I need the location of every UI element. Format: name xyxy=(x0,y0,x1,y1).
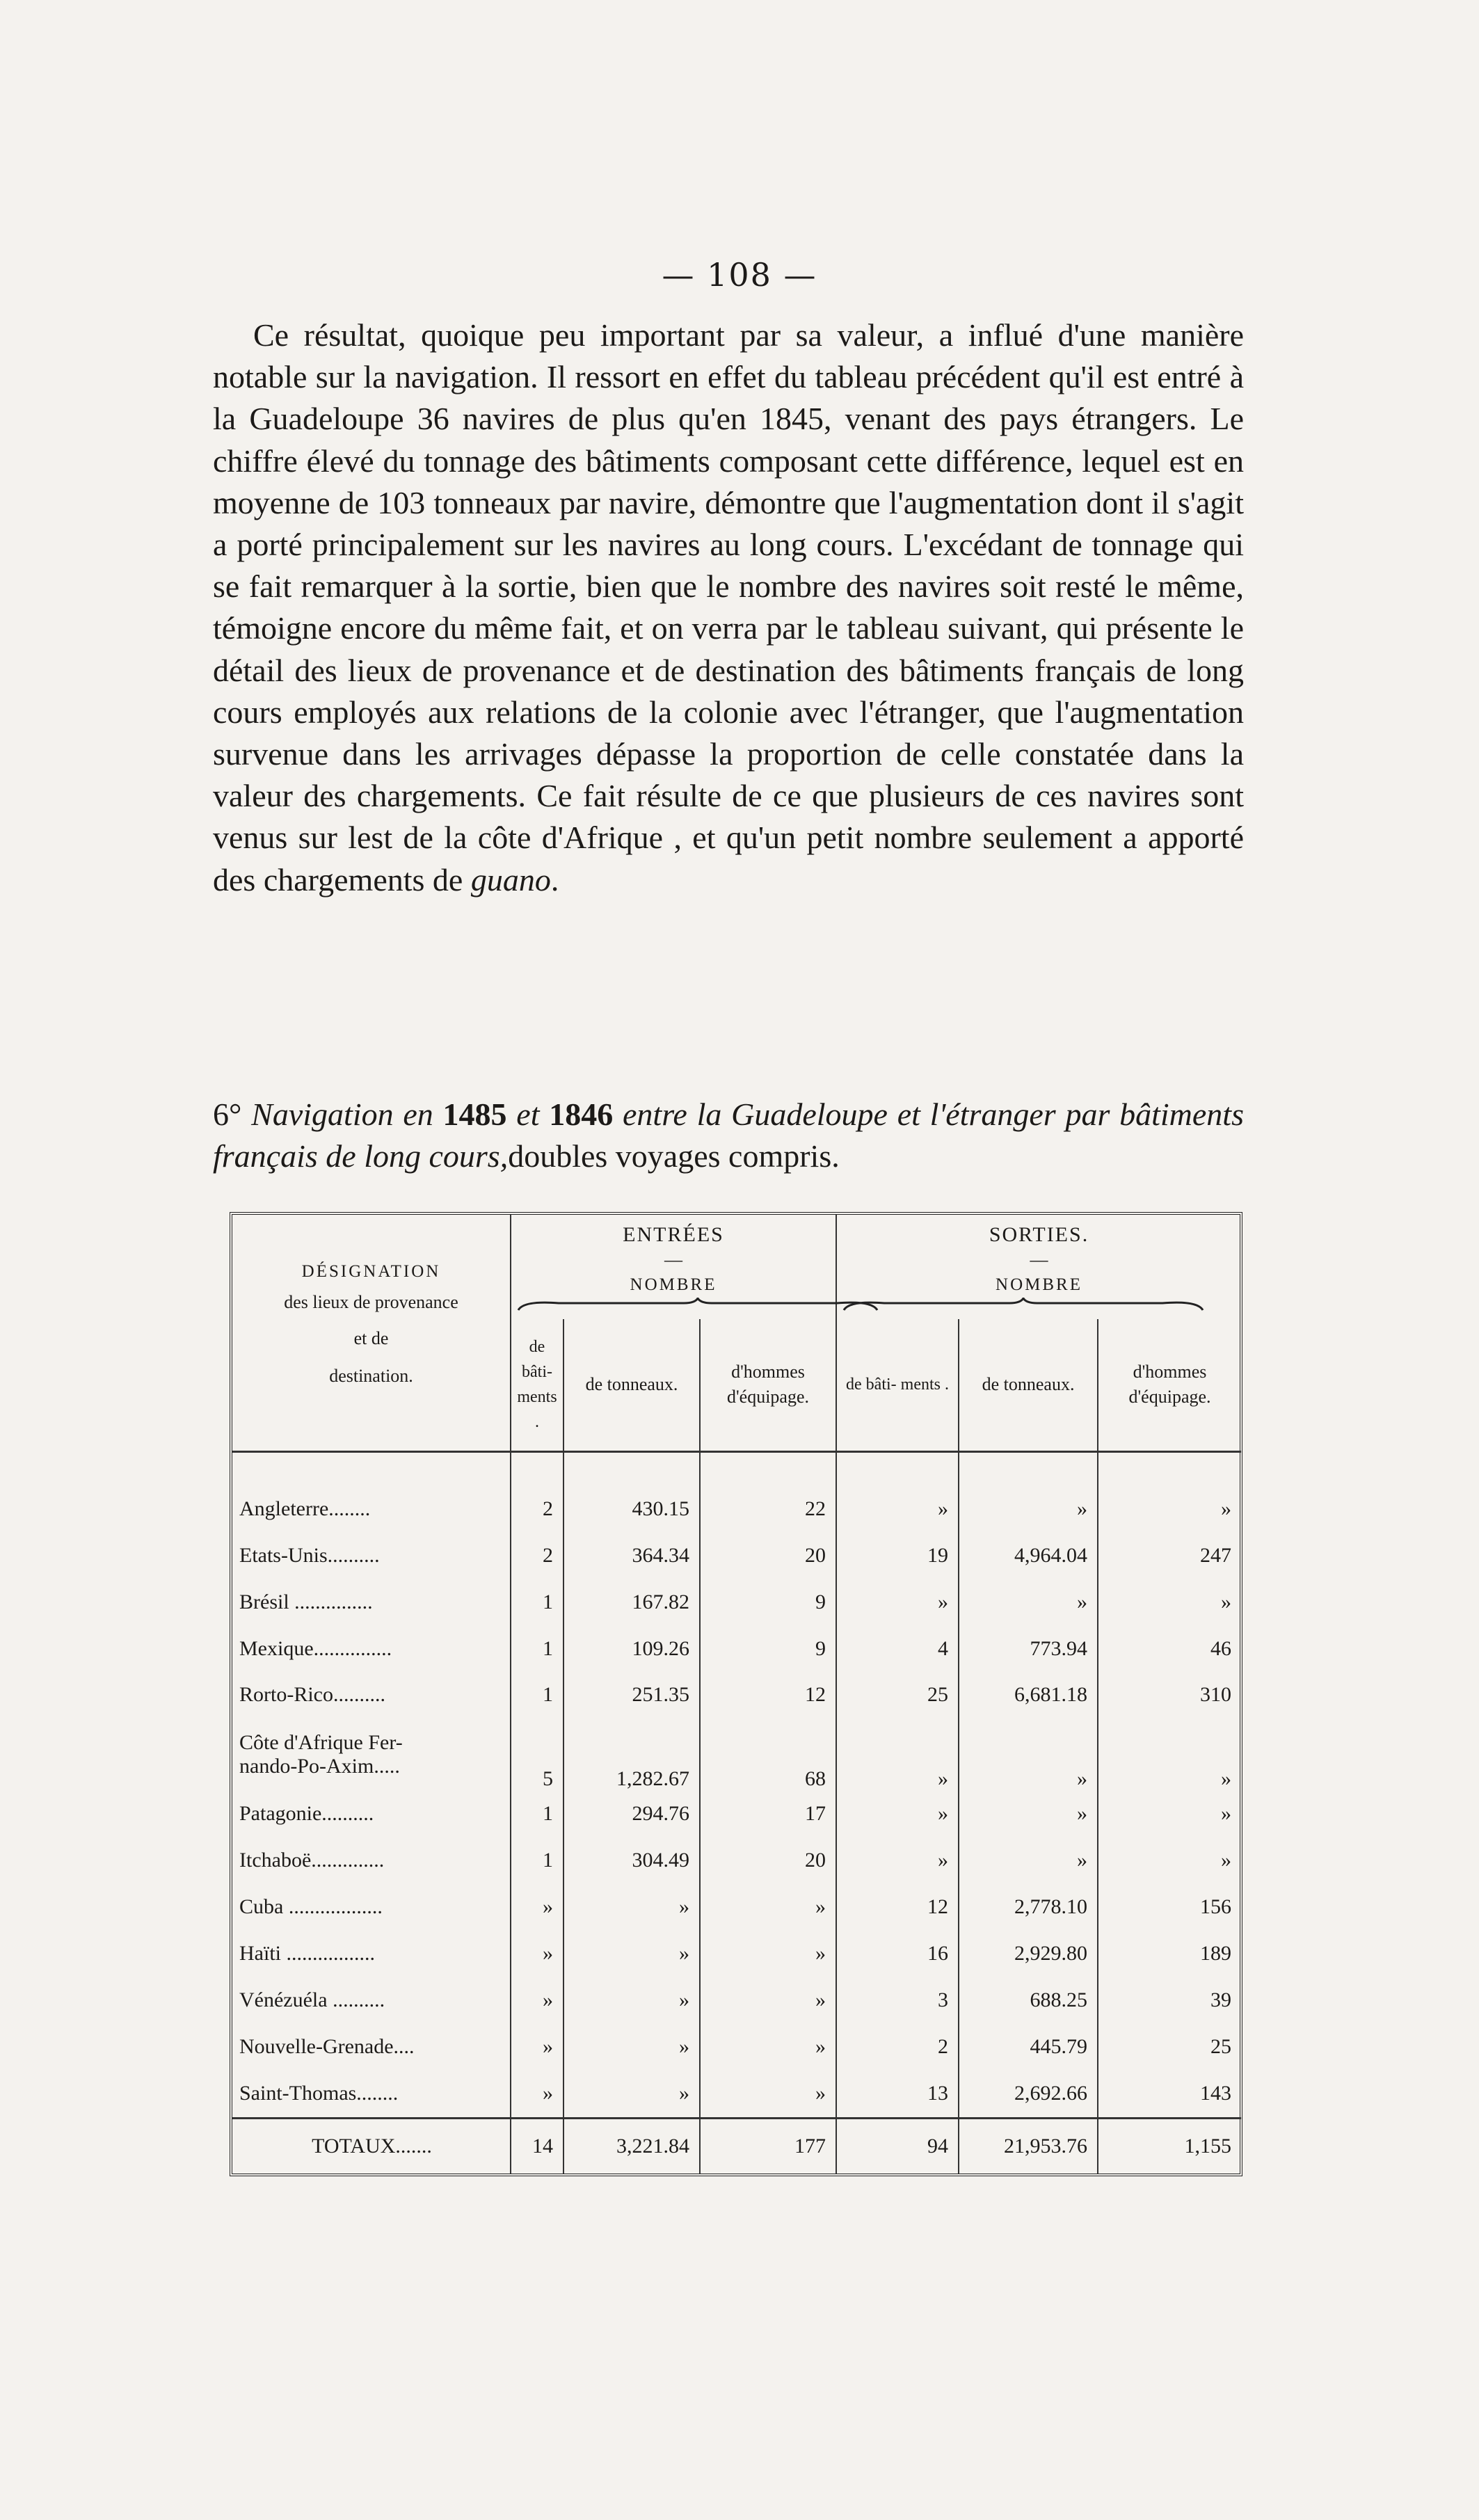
paragraph-emphasis: guano xyxy=(470,861,551,898)
row-s-hom: » xyxy=(1098,1837,1241,1884)
table-row xyxy=(232,2070,1241,2118)
row-s-ton: » xyxy=(959,1579,1098,1625)
paragraph-text: Ce résultat, quoique peu important par sa valeur, a influé d'une manière notable sur la navigation. Il ressort en effet du tableau précédent qu'il est entré à la Guadeloupe 36 navires de plus qu'en 1845, venant des pays étrangers. Le chiffre élevé du tonnage des bâtiments composant cette différence, lequel est en moyenne de 103 tonneaux par navire, démontre que l'augmentation dont il s'agit a porté principalement sur les navires au long cours. L'excédant de tonnage qui se fait remarquer à la sortie, bien que le nombre des navires soit resté le même, témoigne encore du même fait, et on verra par le tableau suivant, qui présente le détail des lieux de provenance et de destination des bâtiments français de long cours employés aux relations de la colonie avec l'étranger, que l'augmentation survenue dans les arrivages dépasse la proportion de celle constatée dans la valeur des chargements. Ce fait résulte de ce que plusieurs de ces navires sont venus sur lest de la côte d'Afrique , et qu'un petit nombre seulement a apporté des chargements de xyxy=(213,317,1244,898)
row-s-bat: 25 xyxy=(836,1672,959,1718)
row-e-bat: 2 xyxy=(511,1486,563,1533)
row-e-bat: 2 xyxy=(511,1532,563,1579)
table-row xyxy=(232,1931,1241,1977)
row-place-line: Mexique............... xyxy=(239,1636,392,1660)
row-place-line: Angleterre........ xyxy=(239,1497,371,1520)
row-e-bat: 1 xyxy=(511,1579,563,1625)
row-e-bat: » xyxy=(511,1931,563,1977)
row-place xyxy=(232,1532,511,1579)
row-s-hom: 156 xyxy=(1098,1884,1241,1931)
row-e-bat: 5 xyxy=(511,1718,563,1791)
header-entrees-nombre: NOMBRE xyxy=(630,1275,717,1294)
header-entrees-label: ENTRÉES xyxy=(623,1223,724,1246)
brace-icon xyxy=(517,1298,879,1311)
row-place-line-2: nando-Po-Axim..... xyxy=(239,1754,400,1778)
row-s-hom: 247 xyxy=(1098,1532,1241,1579)
row-e-bat: 1 xyxy=(511,1791,563,1837)
header-designation xyxy=(232,1215,511,1319)
header-sorties-hommes: d'hommes d'équipage. xyxy=(1098,1319,1241,1451)
row-place-line: Etats-Unis.......... xyxy=(239,1543,380,1567)
header-entrees-batiments: de bâti- ments. xyxy=(511,1319,563,1451)
header-designation-continued xyxy=(232,1319,511,1451)
row-s-bat: 3 xyxy=(836,1977,959,2023)
row-place-line: Cuba .................. xyxy=(239,1895,383,1919)
row-place-line: Côte d'Afrique Fer- xyxy=(239,1730,403,1754)
row-e-hom: » xyxy=(700,2023,836,2070)
table-row xyxy=(232,1579,1241,1625)
table-row xyxy=(232,1791,1241,1837)
caption-year-2: 1846 xyxy=(549,1096,614,1132)
totals-entrees-hommes: 177 xyxy=(700,2118,836,2174)
row-place xyxy=(232,1931,511,1977)
row-s-ton: 445.79 xyxy=(959,2023,1098,2070)
row-place-line: Saint-Thomas........ xyxy=(239,2081,399,2105)
row-e-hom: 12 xyxy=(700,1672,836,1718)
header-entrees-tonneaux: de tonneaux. xyxy=(563,1319,700,1451)
caption-year-1: 1485 xyxy=(442,1096,507,1132)
row-s-hom: 25 xyxy=(1098,2023,1241,2070)
caption-italic-1: Navigation en xyxy=(251,1096,443,1132)
header-sorties-label: SORTIES. xyxy=(989,1223,1089,1246)
row-s-hom: » xyxy=(1098,1486,1241,1533)
table-row xyxy=(232,1486,1241,1533)
totals-row xyxy=(232,2118,1241,2174)
row-e-bat: 1 xyxy=(511,1837,563,1884)
row-s-ton: 2,929.80 xyxy=(959,1931,1098,1977)
table-row xyxy=(232,1532,1241,1579)
row-e-hom: 9 xyxy=(700,1579,836,1625)
row-e-ton: 430.15 xyxy=(563,1486,700,1533)
row-place-line: Haïti ................. xyxy=(239,1942,375,1965)
table-row xyxy=(232,2023,1241,2070)
row-e-ton: » xyxy=(563,1884,700,1931)
row-e-ton: 294.76 xyxy=(563,1791,700,1837)
row-e-hom: » xyxy=(700,1884,836,1931)
row-s-bat: 19 xyxy=(836,1532,959,1579)
row-e-hom: » xyxy=(700,1977,836,2023)
header-sorties-batiments: de bâti- ments . xyxy=(836,1319,959,1451)
header-designation-et-de: et de xyxy=(353,1328,389,1348)
row-s-hom: 39 xyxy=(1098,1977,1241,2023)
header-sorties xyxy=(836,1215,1241,1319)
row-e-ton: 167.82 xyxy=(563,1579,700,1625)
row-place xyxy=(232,1791,511,1837)
row-place xyxy=(232,2023,511,2070)
header-sorties-tonneaux: de tonneaux. xyxy=(959,1319,1098,1451)
row-e-hom: 22 xyxy=(700,1486,836,1533)
table-row xyxy=(232,1977,1241,2023)
table-row xyxy=(232,1837,1241,1884)
totals-sorties-batiments: 94 xyxy=(836,2118,959,2174)
body-paragraph xyxy=(213,314,1244,901)
row-s-bat: » xyxy=(836,1791,959,1837)
row-place-line: Itchaboë.............. xyxy=(239,1849,385,1872)
caption-italic-2: et xyxy=(506,1096,550,1132)
row-e-ton: » xyxy=(563,1977,700,2023)
row-e-ton: » xyxy=(563,2023,700,2070)
row-s-ton: » xyxy=(959,1486,1098,1533)
row-e-bat: » xyxy=(511,1977,563,2023)
row-e-ton: 304.49 xyxy=(563,1837,700,1884)
row-s-hom: 310 xyxy=(1098,1672,1241,1718)
paragraph-end: . xyxy=(550,861,559,898)
row-e-ton: 1,282.67 xyxy=(563,1718,700,1791)
row-place-line: Brésil ............... xyxy=(239,1590,373,1613)
row-place xyxy=(232,1486,511,1533)
row-place xyxy=(232,1837,511,1884)
row-place xyxy=(232,1625,511,1672)
row-s-bat: 12 xyxy=(836,1884,959,1931)
brace-icon xyxy=(842,1298,1204,1311)
row-place-line: Vénézuéla .......... xyxy=(239,1988,385,2011)
caption-prefix: 6° xyxy=(213,1096,252,1132)
row-s-bat: » xyxy=(836,1579,959,1625)
header-entrees xyxy=(511,1215,836,1319)
row-e-bat: 1 xyxy=(511,1672,563,1718)
row-e-hom: 20 xyxy=(700,1532,836,1579)
row-s-ton: 6,681.18 xyxy=(959,1672,1098,1718)
totals-label: TOTAUX....... xyxy=(232,2118,511,2174)
row-place xyxy=(232,1718,511,1791)
row-s-bat: 16 xyxy=(836,1931,959,1977)
row-e-hom: » xyxy=(700,1931,836,1977)
row-s-ton: 773.94 xyxy=(959,1625,1098,1672)
table-row xyxy=(232,1718,1241,1791)
row-s-ton: » xyxy=(959,1718,1098,1791)
row-e-hom: » xyxy=(700,2070,836,2118)
row-s-bat: 2 xyxy=(836,2023,959,2070)
table-row xyxy=(232,1672,1241,1718)
row-s-hom: » xyxy=(1098,1579,1241,1625)
row-e-bat: » xyxy=(511,2023,563,2070)
header-sorties-nombre: NOMBRE xyxy=(996,1275,1082,1294)
row-place xyxy=(232,1672,511,1718)
totals-entrees-tonneaux: 3,221.84 xyxy=(563,2118,700,2174)
row-s-ton: 2,778.10 xyxy=(959,1884,1098,1931)
row-s-ton: » xyxy=(959,1837,1098,1884)
row-e-bat: » xyxy=(511,2070,563,2118)
row-s-hom: 143 xyxy=(1098,2070,1241,2118)
row-s-bat: 4 xyxy=(836,1625,959,1672)
row-e-hom: 68 xyxy=(700,1718,836,1791)
totals-entrees-batiments: 14 xyxy=(511,2118,563,2174)
row-place-line: Rorto-Rico.......... xyxy=(239,1683,385,1707)
header-entrees-hommes: d'hommes d'équipage. xyxy=(700,1319,836,1451)
row-s-hom: » xyxy=(1098,1791,1241,1837)
header-designation-sub: des lieux de provenance xyxy=(284,1292,458,1312)
row-e-ton: » xyxy=(563,2070,700,2118)
caption-italic-3: entre la Guadeloupe et l'étranger par bâtiments français de long cours, xyxy=(213,1096,1244,1174)
row-e-ton: 364.34 xyxy=(563,1532,700,1579)
row-s-hom: 189 xyxy=(1098,1931,1241,1977)
row-e-hom: 9 xyxy=(700,1625,836,1672)
row-s-hom: 46 xyxy=(1098,1625,1241,1672)
row-e-hom: 20 xyxy=(700,1837,836,1884)
row-s-bat: » xyxy=(836,1718,959,1791)
row-place-line: Nouvelle-Grenade.... xyxy=(239,2034,415,2058)
header-designation-title: DÉSIGNATION xyxy=(301,1262,441,1281)
row-place xyxy=(232,1579,511,1625)
row-place-line: Patagonie.......... xyxy=(239,1802,374,1826)
row-s-hom: » xyxy=(1098,1718,1241,1791)
caption-plain: doubles voyages compris. xyxy=(508,1138,840,1174)
totals-sorties-tonneaux: 21,953.76 xyxy=(959,2118,1098,2174)
navigation-table xyxy=(230,1212,1242,2176)
row-s-bat: » xyxy=(836,1837,959,1884)
page-number: — 108 — xyxy=(662,256,817,294)
row-s-bat: » xyxy=(836,1486,959,1533)
row-place xyxy=(232,1977,511,2023)
row-place xyxy=(232,2070,511,2118)
header-entrees-dash: — xyxy=(664,1250,682,1270)
table-caption xyxy=(213,1094,1244,1177)
row-s-ton: 688.25 xyxy=(959,1977,1098,2023)
row-s-bat: 13 xyxy=(836,2070,959,2118)
row-e-ton: 251.35 xyxy=(563,1672,700,1718)
row-s-ton: 4,964.04 xyxy=(959,1532,1098,1579)
row-e-bat: 1 xyxy=(511,1625,563,1672)
row-e-hom: 17 xyxy=(700,1791,836,1837)
header-designation-destination: destination. xyxy=(329,1366,413,1386)
row-s-ton: » xyxy=(959,1791,1098,1837)
row-place xyxy=(232,1884,511,1931)
row-e-ton: 109.26 xyxy=(563,1625,700,1672)
row-e-bat: » xyxy=(511,1884,563,1931)
totals-sorties-hommes: 1,155 xyxy=(1098,2118,1241,2174)
row-e-ton: » xyxy=(563,1931,700,1977)
row-s-ton: 2,692.66 xyxy=(959,2070,1098,2118)
table-row xyxy=(232,1884,1241,1931)
table-row xyxy=(232,1625,1241,1672)
header-sorties-dash: — xyxy=(1030,1250,1048,1270)
